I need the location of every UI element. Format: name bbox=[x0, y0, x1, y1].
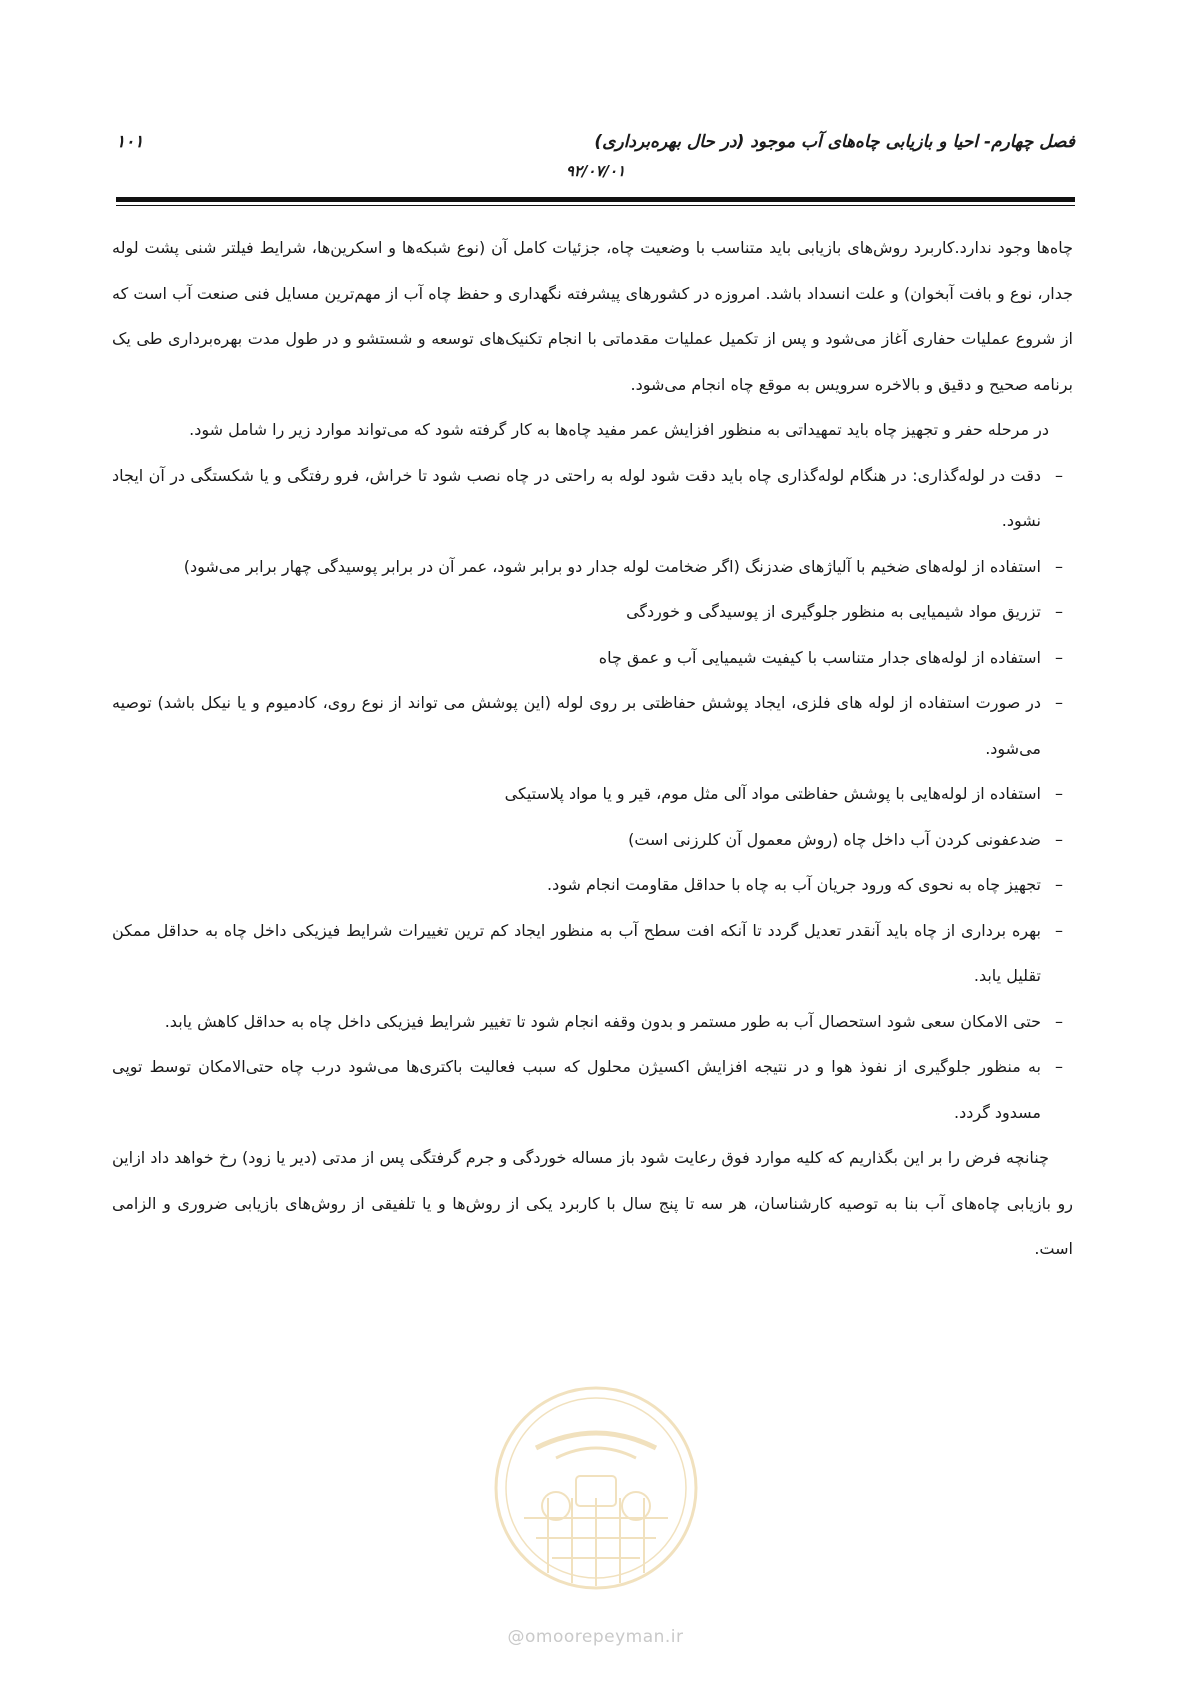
paragraph-1: چاه‌ها وجود ندارد.کاربرد روش‌های بازیابی باید متناسب با وضعیت چاه، جزئیات کامل آن (نوع شبکه‌ها و اسکرین‌ها، شرایط فیلتر شنی پشت لوله جدار، نوع و بافت آبخوان) و علت انسداد باشد. امروزه در کشورهای پیشرفته نگهداری و حفظ چاه آب از مهم‌ترین مسایل فنی صنعت آب است که از شروع عملیات حفاری آغاز می‌شود و پس از تکمیل عملیات مقدماتی با انجام تکنیک‌های توسعه و شستشو و در طول مدت بهره‌برداری طی یک برنامه صحیح و دقیق و بالاخره سرویس به موقع چاه انجام می‌شود. bbox=[112, 238, 1073, 394]
bullet-dash: – bbox=[1055, 647, 1063, 667]
list-item-text: بهره برداری از چاه باید آنقدر تعدیل گردد تا آنکه افت سطح آب به منظور ایجاد کم ترین تغییرات شرایط فیزیکی داخل چاه به حداقل ممکن تقلیل یابد. bbox=[112, 920, 1041, 985]
bullet-dash: – bbox=[1055, 602, 1063, 621]
bullet-list bbox=[112, 453, 1073, 1136]
bullet-dash: – bbox=[1055, 1057, 1063, 1076]
page-body bbox=[112, 225, 1073, 1272]
paragraph-3: چنانچه فرض را بر این بگذاریم که کلیه موارد فوق رعایت شود باز مساله خوردگی و جرم گرفتگی پس از مدتی (دیر یا زود) رخ خواهد داد ازاین رو بازیابی چاه‌های آب بنا به توصیه کارشناسان، هر سه تا پنج سال با کاربرد یکی از روش‌ها و یا تلفیقی از روش‌های بازیابی ضروری و الزامی است. bbox=[112, 1148, 1073, 1258]
header-rule-thick bbox=[116, 197, 1075, 202]
list-item-text: استفاده از لوله‌های جدار متناسب با کیفیت شیمیایی آب و عمق چاه bbox=[598, 647, 1041, 667]
list-item-text: در صورت استفاده از لوله های فلزی، ایجاد پوشش حفاظتی بر روی لوله (این پوشش می تواند از نوع روی، کادمیوم و یا نیکل باشد) توصیه می‌شود. bbox=[112, 693, 1041, 758]
chapter-title: فصل چهارم- احیا و بازیابی چاه‌های آب موجود (در حال بهره‌برداری) bbox=[594, 132, 1075, 152]
header-rule-thin bbox=[116, 205, 1075, 206]
list-item bbox=[112, 589, 1073, 635]
bullet-dash: – bbox=[1055, 784, 1063, 803]
bullet-dash: – bbox=[1055, 1011, 1063, 1031]
list-item bbox=[112, 999, 1073, 1045]
page-number: ۱۰۱ bbox=[116, 132, 144, 152]
list-item-text: ضدعفونی کردن آب داخل چاه (روش معمول آن کلرزنی است) bbox=[628, 829, 1041, 849]
header-date: ۹۲/۰۷/۰۱ bbox=[565, 162, 626, 180]
bullet-dash: – bbox=[1055, 829, 1063, 849]
bullet-dash: – bbox=[1055, 693, 1063, 712]
list-item bbox=[112, 908, 1073, 999]
list-item-text: استفاده از لوله‌هایی با پوشش حفاظتی مواد آلی مثل موم، قیر و یا مواد پلاستیکی bbox=[504, 784, 1041, 803]
list-item bbox=[112, 680, 1073, 771]
list-item-text: دقت در لوله‌گذاری: در هنگام لوله‌گذاری چاه باید دقت شود لوله به راحتی در چاه نصب شود تا خراش، فرو رفتگی و یا شکستگی در آن ایجاد نشود. bbox=[112, 465, 1041, 530]
list-item bbox=[112, 862, 1073, 908]
list-item-text: تجهیز چاه به نحوی که ورود جریان آب به چاه با حداقل مقاومت انجام شود. bbox=[546, 875, 1041, 894]
bullet-dash: – bbox=[1055, 556, 1063, 576]
list-item-text: به منظور جلوگیری از نفوذ هوا و در نتیجه افزایش اکسیژن محلول که سبب فعالیت باکتری‌ها می‌شود درب چاه حتی‌الامکان توسط توپی مسدود گردد. bbox=[112, 1057, 1041, 1122]
list-item bbox=[112, 635, 1073, 681]
list-item bbox=[112, 544, 1073, 590]
page-header bbox=[116, 128, 1075, 188]
list-item bbox=[112, 817, 1073, 863]
list-item bbox=[112, 1044, 1073, 1135]
watermark-site: @omoorepeyman.ir bbox=[507, 1627, 684, 1647]
list-item-text: حتی الامکان سعی شود استحصال آب به طور مستمر و بدون وقفه انجام شود تا تغییر شرایط فیزیکی داخل چاه به حداقل کاهش یابد. bbox=[164, 1011, 1041, 1031]
list-item-text: استفاده از لوله‌های ضخیم با آلیاژهای ضدزنگ (اگر ضخامت لوله جدار دو برابر شود، عمر آن در برابر پوسیدگی چهار برابر می‌شود) bbox=[183, 556, 1041, 576]
watermark-seal bbox=[476, 1378, 716, 1628]
bullet-dash: – bbox=[1055, 465, 1063, 485]
list-item-text: تزریق مواد شیمیایی به منظور جلوگیری از پوسیدگی و خوردگی bbox=[626, 602, 1041, 621]
list-item bbox=[112, 453, 1073, 544]
list-item bbox=[112, 771, 1073, 817]
bullet-dash: – bbox=[1055, 920, 1063, 940]
bullet-dash: – bbox=[1055, 875, 1063, 894]
paragraph-2: در مرحله حفر و تجهیز چاه باید تمهیداتی به منظور افزایش عمر مفید چاه‌ها به کار گرفته شود که می‌تواند موارد زیر را شامل شود. bbox=[189, 420, 1049, 439]
